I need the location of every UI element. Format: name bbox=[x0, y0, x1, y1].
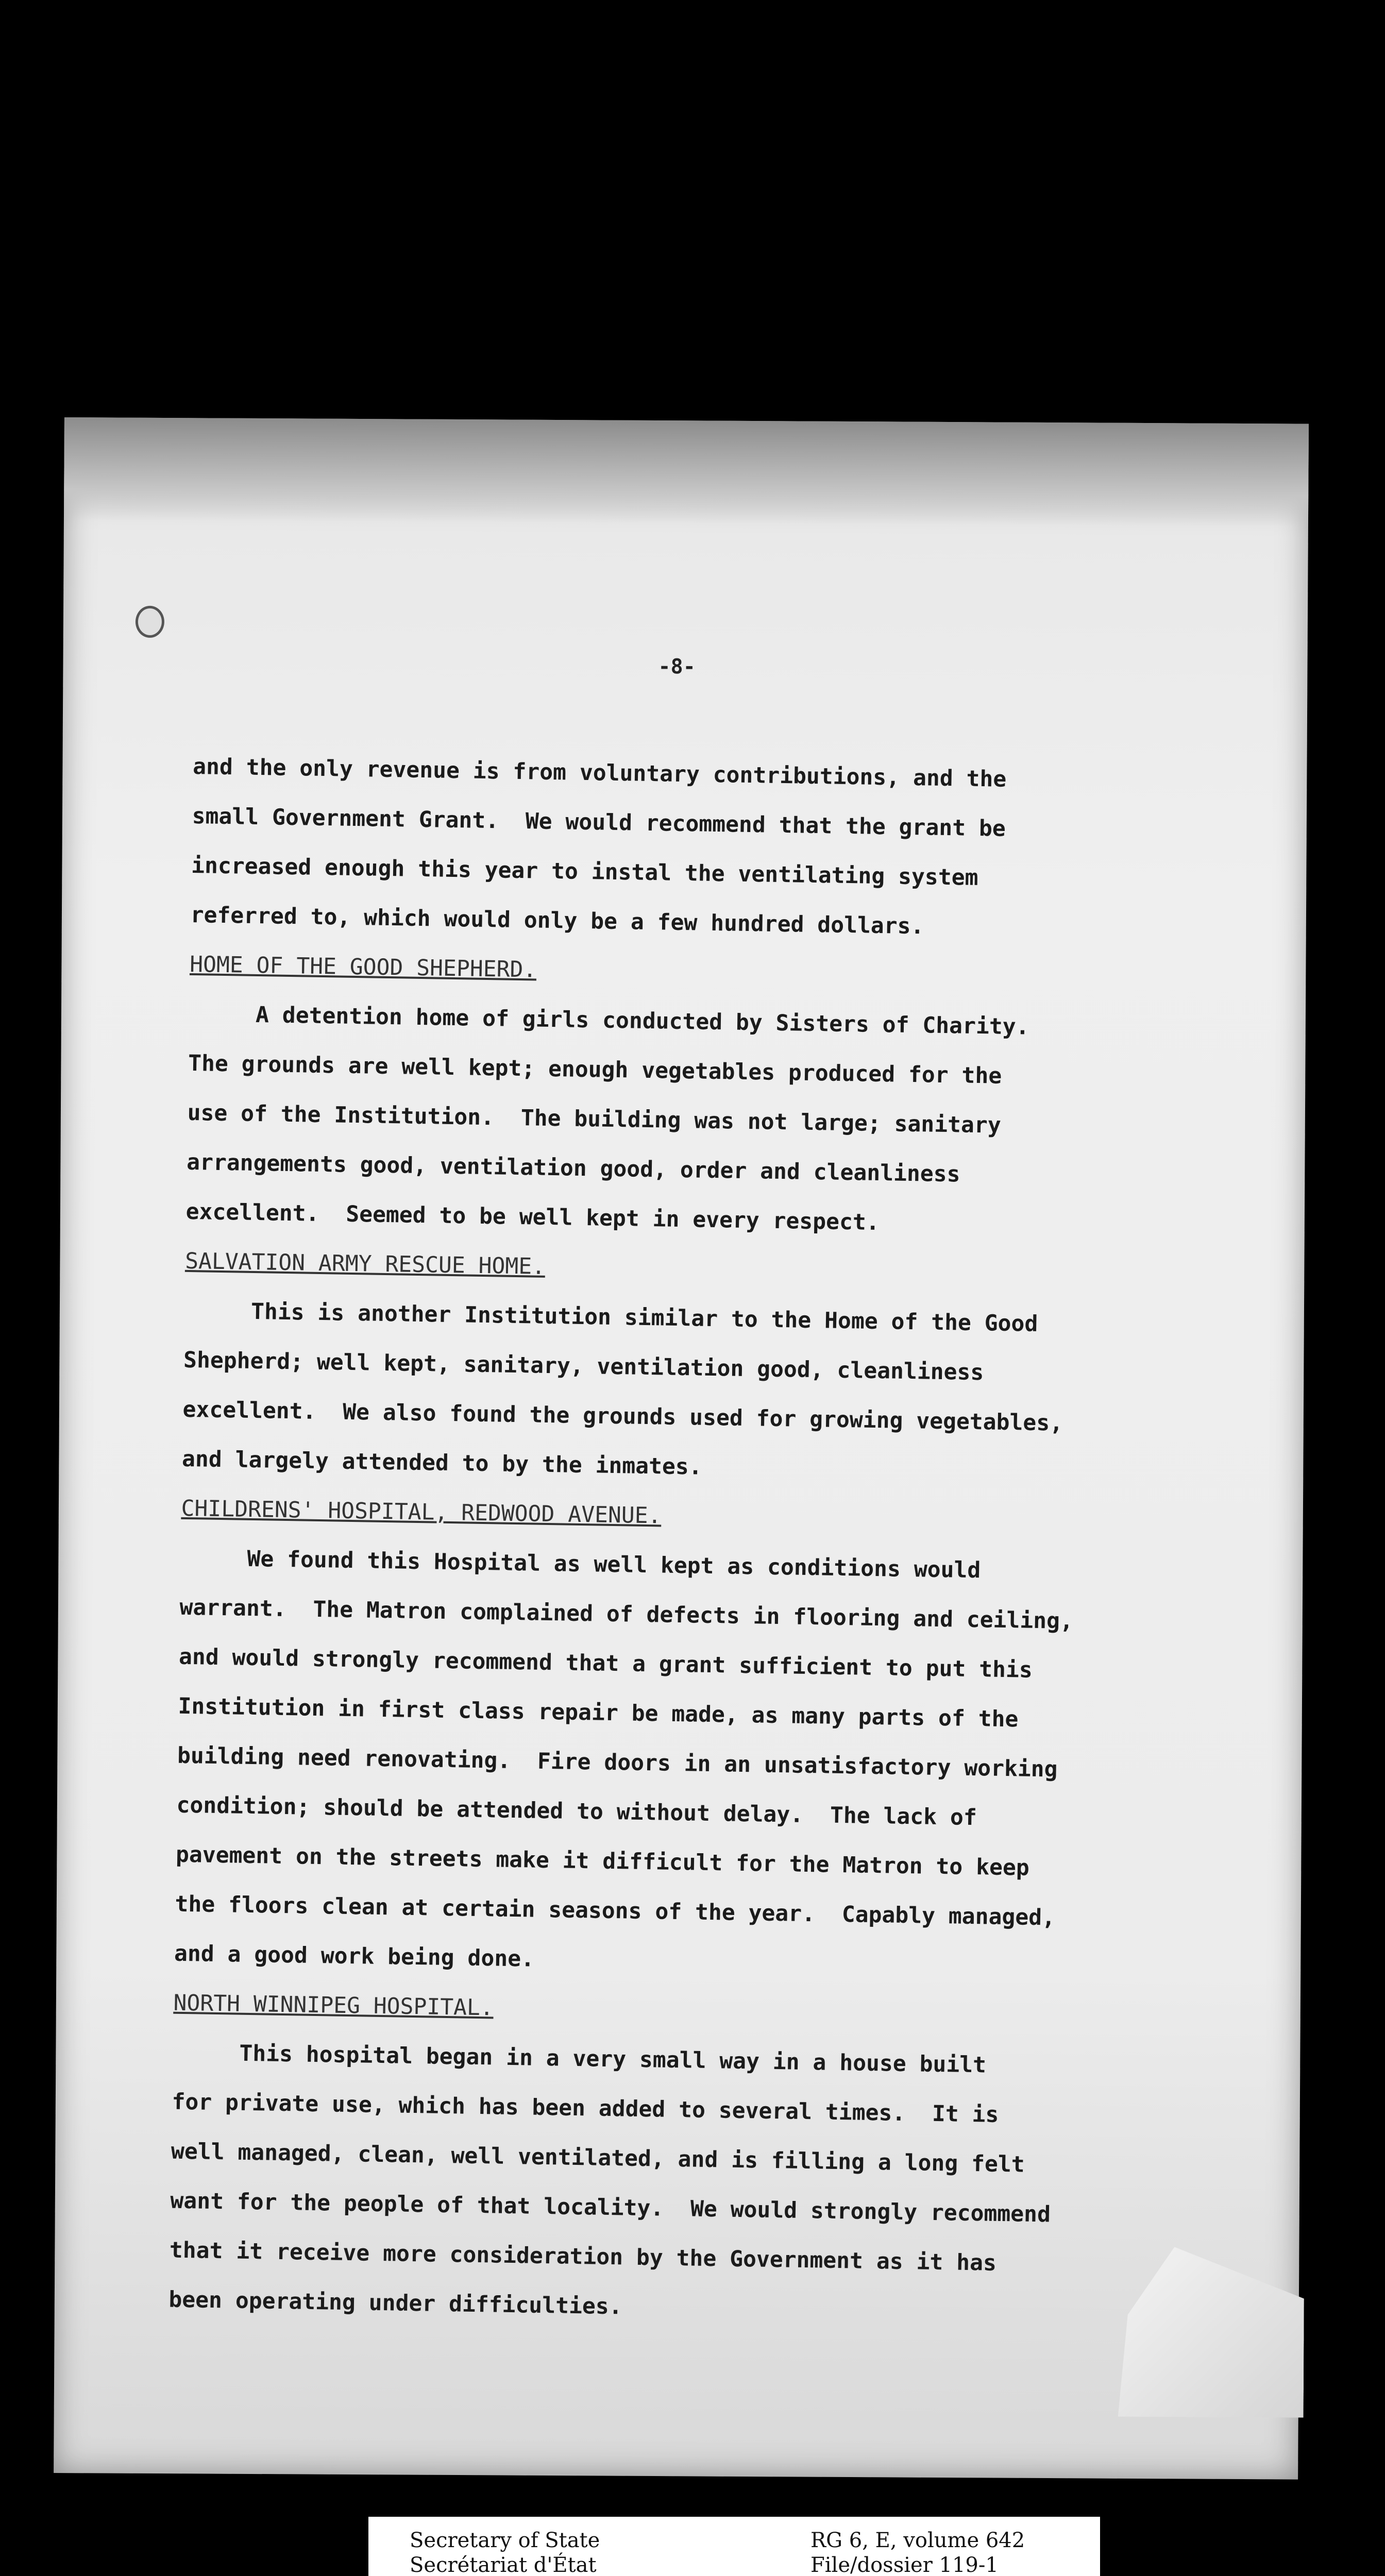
text-line: Shepherd; well kept, sanitary, ventilation good, cleanliness bbox=[183, 1347, 984, 1386]
text-line: been operating under difficulties. bbox=[168, 2286, 622, 2320]
text-line: warrant. The Matron complained of defects in flooring and ceiling, bbox=[179, 1594, 1074, 1635]
text-line: small Government Grant. We would recommend that the grant be bbox=[192, 803, 1006, 842]
label-department-en: Secretary of State bbox=[410, 2529, 600, 2552]
archive-reference-label bbox=[368, 2517, 1100, 2576]
section-heading: SALVATION ARMY RESCUE HOME. bbox=[184, 1248, 546, 1280]
text-line: and would strongly recommend that a grant sufficient to put this bbox=[178, 1643, 1033, 1683]
text-line: pavement on the streets make it difficult for the Matron to keep bbox=[175, 1841, 1030, 1881]
text-line: A detention home of girls conducted by Sisters of Charity. bbox=[189, 1001, 1029, 1040]
text-line: referred to, which would only be a few hundred dollars. bbox=[190, 902, 924, 940]
text-line: condition; should be attended to without delay. The lack of bbox=[176, 1792, 977, 1831]
text-line: the floors clean at certain seasons of the year. Capably managed, bbox=[175, 1891, 1056, 1931]
text-line: We found this Hospital as well kept as conditions would bbox=[180, 1545, 981, 1584]
text-line: that it receive more consideration by the Government as it has bbox=[169, 2237, 997, 2276]
label-record-group: RG 6, E, volume 642 bbox=[810, 2529, 1025, 2552]
text-line: Institution in first class repair be made, as many parts of the bbox=[178, 1693, 1019, 1733]
text-line: well managed, clean, well ventilated, and is filling a long felt bbox=[171, 2138, 1025, 2178]
label-department bbox=[410, 2528, 600, 2576]
text-line: use of the Institution. The building was not large; sanitary bbox=[187, 1099, 1002, 1139]
punch-hole bbox=[136, 606, 164, 638]
text-line: excellent. Seemed to be well kept in every respect. bbox=[185, 1198, 880, 1236]
text-line: The grounds are well kept; enough vegetables produced for the bbox=[188, 1050, 1002, 1089]
text-line: and the only revenue is from voluntary contributions, and the bbox=[192, 753, 1007, 792]
section-heading: NORTH WINNIPEG HOSPITAL. bbox=[173, 1990, 494, 2021]
text-line: want for the people of that locality. We would strongly recommend bbox=[170, 2188, 1051, 2228]
text-line: This hospital began in a very small way in a house built bbox=[172, 2039, 987, 2078]
text-line: increased enough this year to instal the ventilating system bbox=[191, 852, 978, 891]
label-file: File/dossier 119-1 bbox=[810, 2553, 999, 2576]
typed-text-body bbox=[168, 742, 1275, 2342]
page-number: -8- bbox=[658, 655, 696, 679]
label-department-fr: Secrétariat d'État bbox=[410, 2553, 597, 2576]
text-line: arrangements good, ventilation good, order and cleanliness bbox=[186, 1149, 960, 1188]
text-line: This is another Institution similar to the Home of the Good bbox=[184, 1297, 1038, 1337]
text-line: for private use, which has been added to several times. It is bbox=[172, 2089, 999, 2128]
text-line: and a good work being done. bbox=[174, 1940, 535, 1972]
text-line: and largely attended to by the inmates. bbox=[181, 1446, 703, 1480]
section-heading: HOME OF THE GOOD SHEPHERD. bbox=[189, 951, 537, 983]
label-reference bbox=[810, 2528, 1025, 2576]
text-line: excellent. We also found the grounds used for growing vegetables, bbox=[182, 1396, 1063, 1436]
text-line: building need renovating. Fire doors in an unsatisfactory working bbox=[177, 1742, 1058, 1783]
section-heading: CHILDRENS' HOSPITAL, REDWOOD AVENUE. bbox=[181, 1495, 662, 1529]
page-top-shadow bbox=[64, 417, 1309, 527]
